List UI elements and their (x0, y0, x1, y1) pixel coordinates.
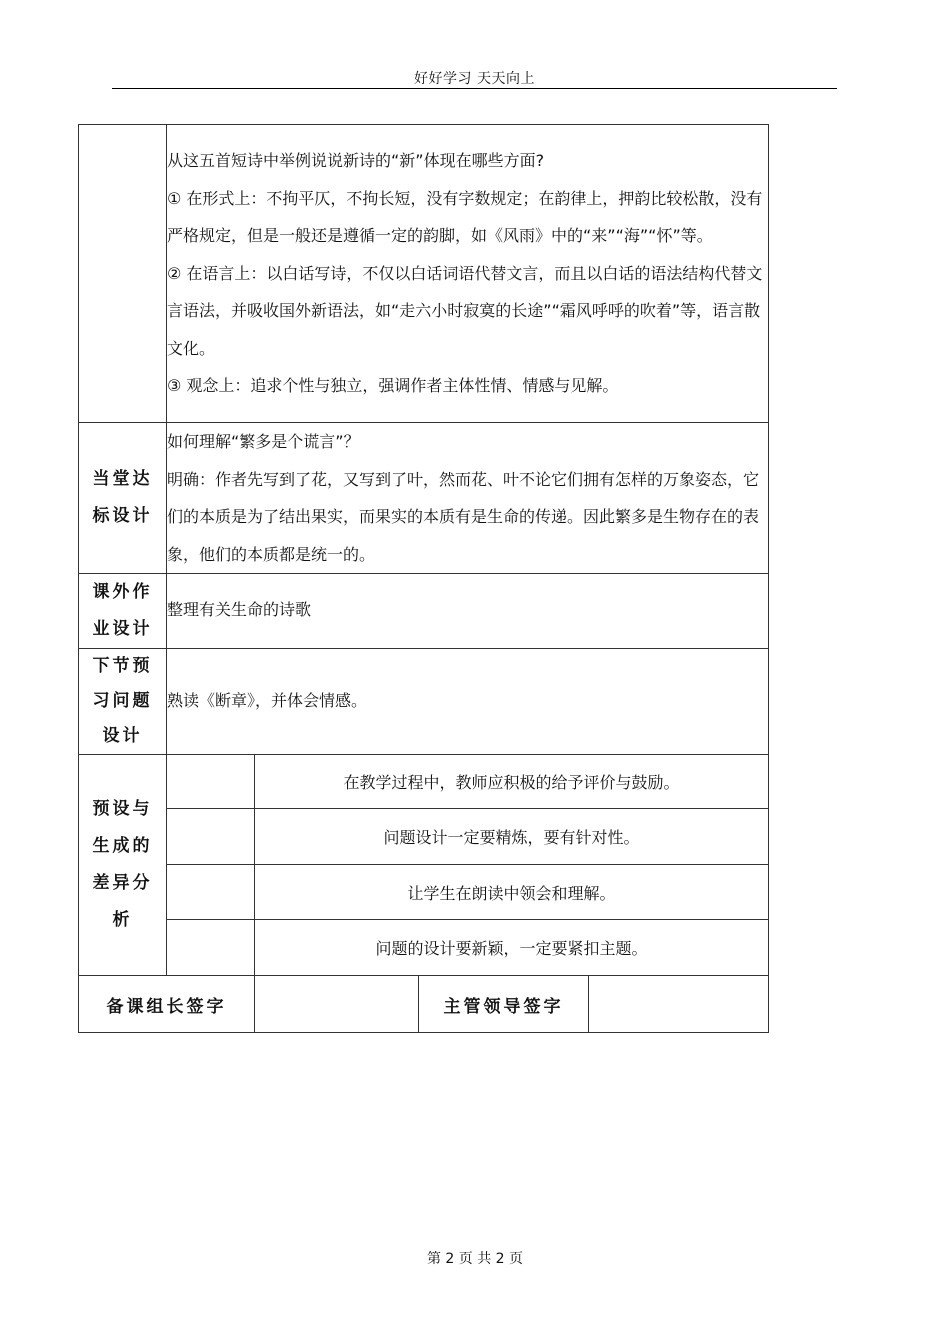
classroom-answer: 明确：作者先写到了花，又写到了叶，然而花、叶不论它们拥有怎样的万象姿态，它们的本质是为了结出果实，而果实的本质有是生命的传递。因此繁多是生物存在的表象，他们的本质都是统一的。 (167, 469, 760, 564)
preview-label-line-3: 设计 (102, 726, 143, 746)
intro-question: 从这五首短诗中举例说说新诗的“新”体现在哪些方面? (167, 151, 545, 171)
page-footer: 第 2 页 共 2 页 (426, 1251, 524, 1267)
analysis-label-line-3: 差异分 (92, 873, 153, 893)
analysis-item-2: 问题设计一定要精炼，要有针对性。 (255, 809, 769, 865)
table-row-classroom (79, 423, 769, 574)
homework-label-cell (79, 574, 167, 649)
intro-point-3: ③ 观念上：追求个性与独立，强调作者主体性情、情感与见解。 (167, 376, 619, 396)
classroom-label-line-1: 当堂达 (92, 469, 153, 489)
supervisor-signature-label: 主管领导签字 (419, 976, 589, 1033)
analysis-item-4: 问题的设计要新颖，一定要紧扣主题。 (255, 920, 769, 976)
lesson-plan-table (78, 124, 769, 1033)
header-rule (112, 88, 837, 89)
preview-label-line-2: 习问题 (92, 691, 153, 711)
classroom-label-cell (79, 423, 167, 574)
group-leader-signature-field (255, 976, 419, 1033)
table-row-signatures (79, 976, 769, 1033)
intro-content-cell (167, 125, 769, 423)
analysis-empty-cell-2 (167, 809, 255, 865)
homework-content-cell: 整理有关生命的诗歌 (167, 574, 769, 649)
analysis-item-1: 在教学过程中，教师应积极的给予评价与鼓励。 (255, 755, 769, 809)
supervisor-signature-field (589, 976, 769, 1033)
preview-label-cell (79, 649, 167, 755)
analysis-empty-cell-4 (167, 920, 255, 976)
analysis-empty-cell-3 (167, 865, 255, 920)
intro-point-1: ① 在形式上：不拘平仄，不拘长短，没有字数规定；在韵律上，押韵比较松散，没有严格规定，但是一般还是遵循一定的韵脚，如《风雨》中的“来”“海”“怀”等。 (167, 188, 763, 246)
table-row-analysis-2 (79, 809, 769, 865)
page-header: 好好学习 天天向上 (414, 71, 535, 87)
classroom-label-line-2: 标设计 (92, 506, 153, 526)
analysis-label-line-2: 生成的 (92, 836, 153, 856)
intro-point-2: ② 在语言上：以白话写诗，不仅以白话词语代替文言，而且以白话的语法结构代替文言语法，并吸收国外新语法，如“走六小时寂寞的长途”“霜风呼呼的吹着”等，语言散文化。 (167, 263, 763, 358)
intro-label-cell (79, 125, 167, 423)
table-row-analysis-3 (79, 865, 769, 920)
homework-label-line-1: 课外作 (92, 582, 153, 602)
table-row-analysis-4 (79, 920, 769, 976)
classroom-content-cell (167, 423, 769, 574)
table-row-preview (79, 649, 769, 755)
group-leader-signature-label: 备课组长签字 (79, 976, 255, 1033)
classroom-question: 如何理解“繁多是个谎言”？ (167, 432, 360, 451)
homework-label-line-2: 业设计 (92, 619, 153, 639)
analysis-label-line-4: 析 (112, 910, 133, 930)
table-row-analysis-1 (79, 755, 769, 809)
preview-label-line-1: 下节预 (92, 656, 153, 676)
table-row-homework (79, 574, 769, 649)
analysis-label-cell (79, 755, 167, 976)
preview-content-cell: 熟读《断章》，并体会情感。 (167, 649, 769, 755)
table-row-intro (79, 125, 769, 423)
analysis-empty-cell-1 (167, 755, 255, 809)
analysis-label-line-1: 预设与 (92, 799, 153, 819)
analysis-item-3: 让学生在朗读中领会和理解。 (255, 865, 769, 920)
